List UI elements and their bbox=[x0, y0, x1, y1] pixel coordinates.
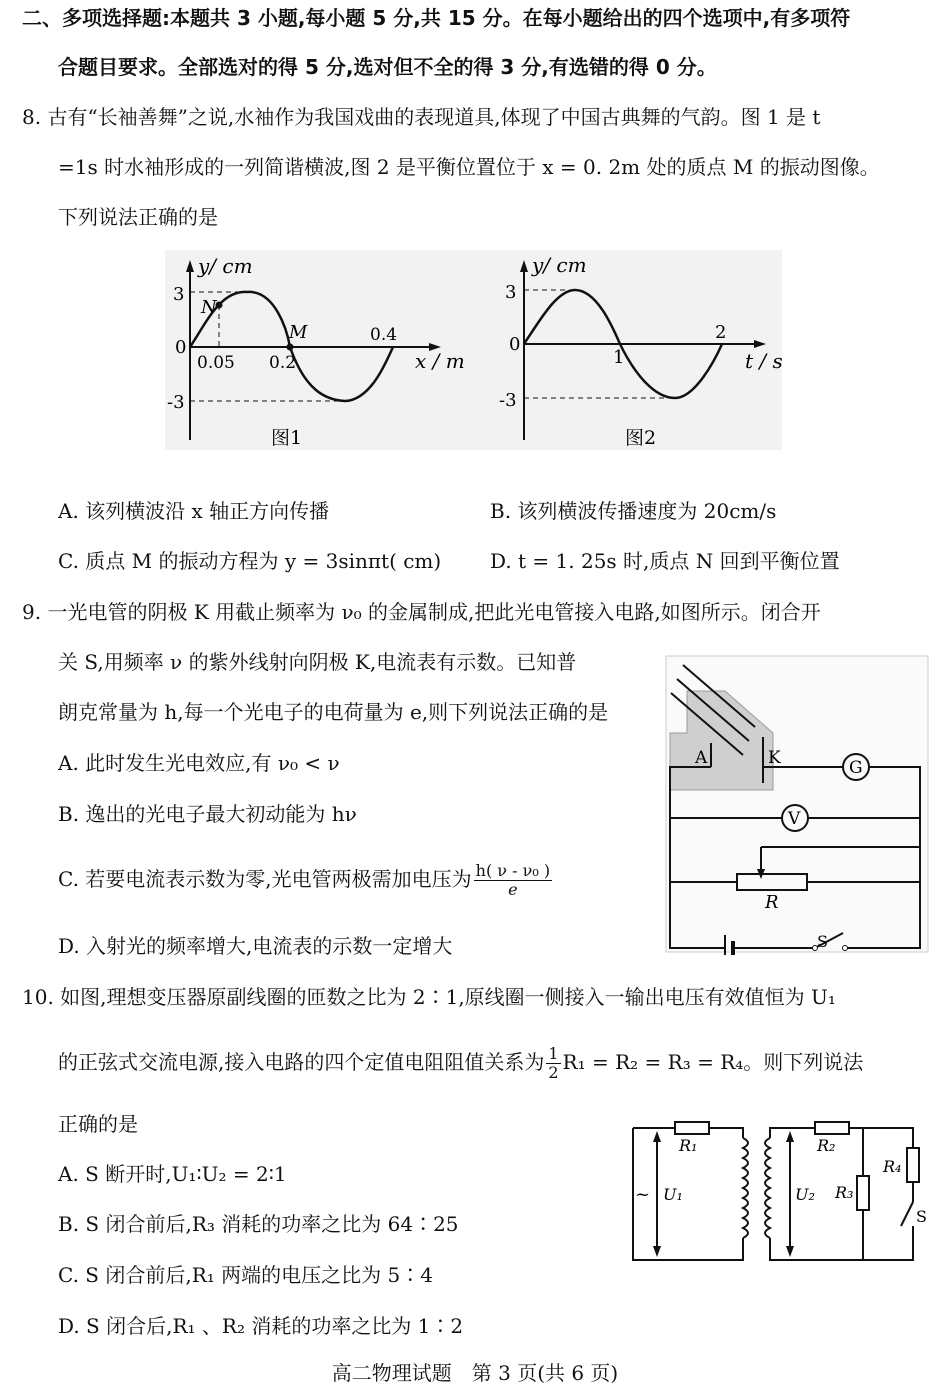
fraction-denominator: e bbox=[508, 880, 518, 899]
fig1-caption: 图1 bbox=[271, 427, 303, 449]
switch-S-lever bbox=[901, 1202, 913, 1226]
q9-stem-line2: 关 S,用频率 ν 的紫外线射向阴极 K,电流表有示数。已知普 bbox=[58, 650, 577, 674]
q10-stem-line2-relation: R₁ = R₂ = R₃ = R₄。则下列说法 bbox=[562, 1050, 864, 1074]
resistor-R2 bbox=[815, 1122, 849, 1134]
switch-contact bbox=[843, 946, 848, 951]
q10-stem-line2-text: 的正弦式交流电源,接入电路的四个定值电阻阻值关系为 bbox=[58, 1050, 545, 1074]
fig1-x-label: x / m bbox=[415, 349, 465, 373]
q10-option-b: B. S 闭合前后,R₃ 消耗的功率之比为 64∶25 bbox=[58, 1212, 459, 1236]
fig1-point-N: N bbox=[201, 297, 217, 318]
fig2-xtick-2: 2 bbox=[715, 322, 727, 343]
q10-stem-line2 bbox=[58, 1045, 863, 1082]
fraction-numerator: 1 bbox=[548, 1044, 559, 1063]
q9-option-c-text: C. 若要电流表示数为零,光电管两极需加电压为 bbox=[58, 867, 472, 891]
label-S: S bbox=[916, 1207, 927, 1226]
label-A: A bbox=[695, 748, 708, 768]
fig2-y-label: y/ cm bbox=[532, 253, 587, 277]
q8-option-d: D. t = 1. 25s 时,质点 N 回到平衡位置 bbox=[490, 549, 840, 573]
U1-arrow-down bbox=[653, 1246, 661, 1257]
q10-fraction bbox=[546, 1045, 560, 1082]
secondary-wire-right bbox=[849, 1128, 913, 1148]
label-R2: R₂ bbox=[817, 1136, 836, 1155]
q9-option-b: B. 逸出的光电子最大初动能为 hν bbox=[58, 802, 357, 826]
section-header-line2: 合题目要求。全部选对的得 5 分,选对但不全的得 3 分,有选错的得 0 分。 bbox=[58, 55, 717, 79]
fig1-xtick-005: 0.05 bbox=[197, 353, 235, 373]
fraction-numerator: h( ν - ν₀ ) bbox=[475, 861, 551, 880]
fraction-denominator: 2 bbox=[548, 1063, 559, 1082]
fig1-ytick-neg3: -3 bbox=[167, 392, 185, 413]
q10-option-c: C. S 闭合前后,R₁ 两端的电压之比为 5∶4 bbox=[58, 1263, 433, 1287]
q8-stem-line1: 8. 古有“长袖善舞”之说,水袖作为我国戏曲的表现道具,体现了中国古典舞的气韵。图 1 是 t bbox=[22, 105, 821, 129]
U1-arrow-up bbox=[653, 1131, 661, 1142]
fig1-y-label: y/ cm bbox=[198, 254, 253, 278]
label-U1: U₁ bbox=[663, 1185, 683, 1204]
label-K: K bbox=[768, 748, 781, 768]
fig2-x-label: t / s bbox=[745, 349, 783, 373]
q8-figures bbox=[165, 250, 785, 455]
label-U2: U₂ bbox=[795, 1185, 815, 1204]
q10-option-d: D. S 闭合后,R₁ 、R₂ 消耗的功率之比为 1∶2 bbox=[58, 1314, 464, 1338]
figure-background bbox=[165, 250, 782, 450]
q8-option-a: A. 该列横波沿 x 轴正方向传播 bbox=[58, 499, 330, 523]
fig2-xtick-1: 1 bbox=[613, 347, 625, 368]
fig1-xtick-04: 0.4 bbox=[370, 325, 398, 345]
q9-option-c bbox=[58, 862, 554, 899]
resistor-R4 bbox=[907, 1148, 919, 1182]
q8-stem-line3: 下列说法正确的是 bbox=[58, 205, 218, 229]
label-R4: R₄ bbox=[883, 1157, 902, 1176]
U2-arrow-up bbox=[786, 1131, 794, 1142]
resistor-R1 bbox=[675, 1122, 709, 1134]
q9-option-c-fraction bbox=[474, 862, 552, 899]
q9-option-a: A. 此时发生光电效应,有 ν₀ < ν bbox=[58, 751, 340, 775]
q10-transformer-circuit bbox=[625, 1118, 930, 1266]
label-R3: R₃ bbox=[835, 1183, 854, 1202]
fig2-ytick-3: 3 bbox=[505, 282, 517, 303]
q8-stem-line2: =1s 时水袖形成的一列简谐横波,图 2 是平衡位置位于 x = 0. 2m 处的质点 M 的振动图像。 bbox=[58, 155, 880, 179]
fig1-ytick-3: 3 bbox=[173, 284, 185, 305]
primary-coil bbox=[743, 1138, 748, 1238]
q10-stem-line1: 10. 如图,理想变压器原副线圈的匝数之比为 2∶1,原线圈一侧接入一输出电压有效值恒为 U₁ bbox=[22, 985, 836, 1009]
fig1-xtick-02: 0.2 bbox=[269, 353, 297, 373]
primary-wire-right bbox=[709, 1128, 743, 1138]
label-R: R bbox=[765, 892, 779, 913]
fig1-point-M: M bbox=[289, 322, 308, 343]
label-V: V bbox=[788, 809, 801, 829]
q8-option-c: C. 质点 M 的振动方程为 y = 3sinπt( cm) bbox=[58, 549, 442, 573]
label-S: S bbox=[817, 932, 828, 951]
fig1-ytick-0: 0 bbox=[175, 337, 187, 358]
secondary-coil bbox=[765, 1138, 770, 1238]
U2-arrow-down bbox=[786, 1246, 794, 1257]
q10-stem-line3: 正确的是 bbox=[58, 1112, 138, 1136]
q10-option-a: A. S 断开时,U₁∶U₂ = 2∶1 bbox=[58, 1162, 287, 1186]
resistor-R3 bbox=[857, 1176, 869, 1210]
page-footer: 高二物理试题 第 3 页(共 6 页) bbox=[331, 1361, 619, 1385]
fig2-caption: 图2 bbox=[625, 427, 657, 449]
fig2-ytick-0: 0 bbox=[509, 334, 521, 355]
q9-circuit-diagram bbox=[665, 655, 930, 955]
ac-source-symbol: ~ bbox=[635, 1184, 651, 1205]
q9-stem-line1: 9. 一光电管的阴极 K 用截止频率为 ν₀ 的金属制成,把此光电管接入电路,如图所示。闭合开 bbox=[22, 600, 821, 624]
q9-stem-line3: 朗克常量为 h,每一个光电子的电荷量为 e,则下列说法正确的是 bbox=[58, 700, 609, 724]
q9-option-d: D. 入射光的频率增大,电流表的示数一定增大 bbox=[58, 934, 453, 958]
secondary-wire-top bbox=[770, 1128, 815, 1138]
fig2-ytick-neg3: -3 bbox=[499, 390, 517, 411]
label-G: G bbox=[849, 758, 863, 778]
label-R1: R₁ bbox=[679, 1136, 698, 1155]
section-header-line1: 二、多项选择题:本题共 3 小题,每小题 5 分,共 15 分。在每小题给出的四个选项中,有多项符 bbox=[22, 6, 851, 30]
q8-option-b: B. 该列横波传播速度为 20cm/s bbox=[490, 499, 777, 523]
